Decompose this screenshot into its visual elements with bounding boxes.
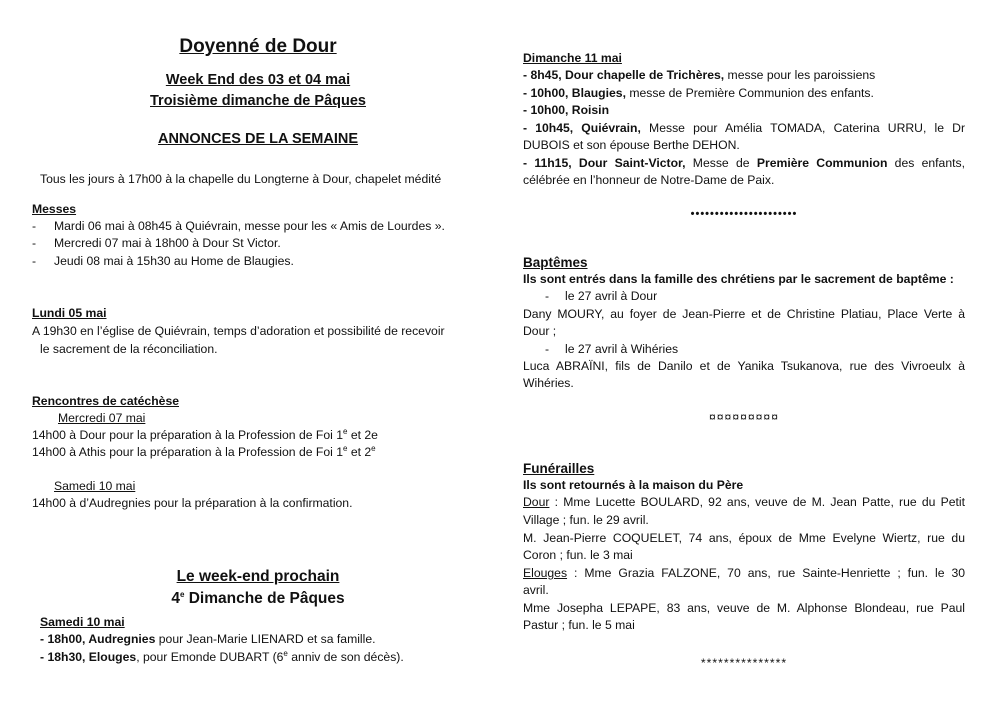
masses-heading: Messes <box>32 202 77 216</box>
funeral-line: M. Jean-Pierre COQUELET, 74 ans, époux de Mme Evelyne Wiertz, rue du <box>523 531 965 545</box>
baptism-line: Dour ; <box>523 324 557 338</box>
next-saturday: Samedi 10 mai <box>40 615 125 629</box>
page-title: Doyenné de Dour <box>179 36 337 57</box>
monday-line: A 19h30 en l’église de Quiévrain, temps d’adoration et possibilité de recevoir <box>32 324 445 338</box>
catechesis-heading: Rencontres de catéchèse <box>32 394 179 408</box>
funeral-line: Coron ; fun. le 3 mai <box>523 548 633 562</box>
mass-item: - <box>32 254 37 268</box>
sunday11-item: - 10h45, Quiévrain, Messe pour Amélia TOMADA, Caterina URRU, le Dr <box>523 121 965 135</box>
announcements-heading: ANNONCES DE LA SEMAINE <box>157 131 359 147</box>
separator-dots: •••••••••••••••••••••• <box>690 208 798 220</box>
next-item: - 18h30, Elouges, pour Emonde DUBART (6e anniv de son décès). <box>40 648 404 664</box>
sunday11-item-cont: DUBOIS et son épouse Berthe DEHON. <box>523 138 740 152</box>
catechesis-line: 14h00 à d’Audregnies pour la préparation à la confirmation. <box>32 496 353 510</box>
funerals-intro: Ils sont retournés à la maison du Père <box>523 478 744 492</box>
baptisms-intro: Ils sont entrés dans la famille des chrétiens par le sacrement de baptême : <box>523 272 954 286</box>
funeral-line: Mme Josepha LEPAPE, 83 ans, veuve de M. Alphonse Blondeau, rue Paul <box>523 601 965 615</box>
baptism-date: le 27 avril à Dour <box>565 289 658 303</box>
catechesis-wednesday: Mercredi 07 mai <box>58 411 146 425</box>
catechesis-line: 14h00 à Dour pour la préparation à la Profession de Foi 1e et 2e <box>32 426 378 442</box>
separator-stars: *************** <box>700 656 788 670</box>
weekend-title: Week End des 03 et 04 mai <box>165 72 351 88</box>
next-sunday-title: 4e Dimanche de Pâques <box>171 589 345 607</box>
sunday11-item: - 10h00, Blaugies, messe de Première Communion des enfants. <box>523 86 874 100</box>
funeral-line: avril. <box>523 583 549 597</box>
sunday11-item: - 11h15, Dour Saint-Victor, Messe de Première Communion des enfants, <box>523 156 965 170</box>
daily-note: Tous les jours à 17h00 à la chapelle du Longterne à Dour, chapelet médité <box>40 172 442 186</box>
baptism-dash: - <box>545 342 550 356</box>
next-item: - 18h00, Audregnies pour Jean-Marie LIENARD et sa famille. <box>40 632 376 646</box>
monday-heading: Lundi 05 mai <box>32 306 107 320</box>
catechesis-saturday: Samedi 10 mai <box>54 479 136 493</box>
mass-item: - <box>32 219 37 233</box>
catechesis-line: 14h00 à Athis pour la préparation à la Profession de Foi 1e et 2e <box>32 443 376 459</box>
mass-item-text: Jeudi 08 mai à 15h30 au Home de Blaugies. <box>54 254 294 268</box>
mass-item: - <box>32 236 37 250</box>
baptism-date: le 27 avril à Wihéries <box>565 342 679 356</box>
separator-currency: ¤¤¤¤¤¤¤¤¤ <box>708 410 779 424</box>
funeral-line: Pastur ; fun. le 5 mai <box>523 618 635 632</box>
mass-item-text: Mercredi 07 mai à 18h00 à Dour St Victor. <box>54 236 281 250</box>
baptism-line: Wihéries. <box>523 376 574 390</box>
funerals-heading: Funérailles <box>523 461 595 476</box>
baptism-line: Dany MOURY, au foyer de Jean-Pierre et de Christine Platiau, Place Verte à <box>523 307 965 321</box>
monday-line: le sacrement de la réconciliation. <box>40 342 218 356</box>
mass-item-text: Mardi 06 mai à 08h45 à Quiévrain, messe pour les « Amis de Lourdes ». <box>54 219 445 233</box>
next-weekend-heading: Le week-end prochain <box>176 568 340 585</box>
funeral-line: Elouges : Mme Grazia FALZONE, 70 ans, rue Sainte-Henriette ; fun. le 30 <box>523 566 965 580</box>
sunday11-item: - 8h45, Dour chapelle de Trichères, messe pour les paroissiens <box>523 68 876 82</box>
funeral-line: Dour : Mme Lucette BOULARD, 92 ans, veuve de M. Jean Patte, rue du Petit <box>523 495 965 509</box>
baptisms-heading: Baptêmes <box>523 255 588 270</box>
sunday11-item: - 10h00, Roisin <box>523 103 610 117</box>
sunday11-heading: Dimanche 11 mai <box>523 51 622 65</box>
sunday-title: Troisième dimanche de Pâques <box>150 93 366 109</box>
baptism-line: Luca ABRAÏNI, fils de Danilo et de Yanika Tsukanova, rue des Vivroeulx à <box>523 359 965 373</box>
sunday11-item-cont: célébrée en l’honneur de Notre-Dame de Paix. <box>523 173 775 187</box>
baptism-dash: - <box>545 289 550 303</box>
funeral-line: Village ; fun. le 29 avril. <box>523 513 649 527</box>
